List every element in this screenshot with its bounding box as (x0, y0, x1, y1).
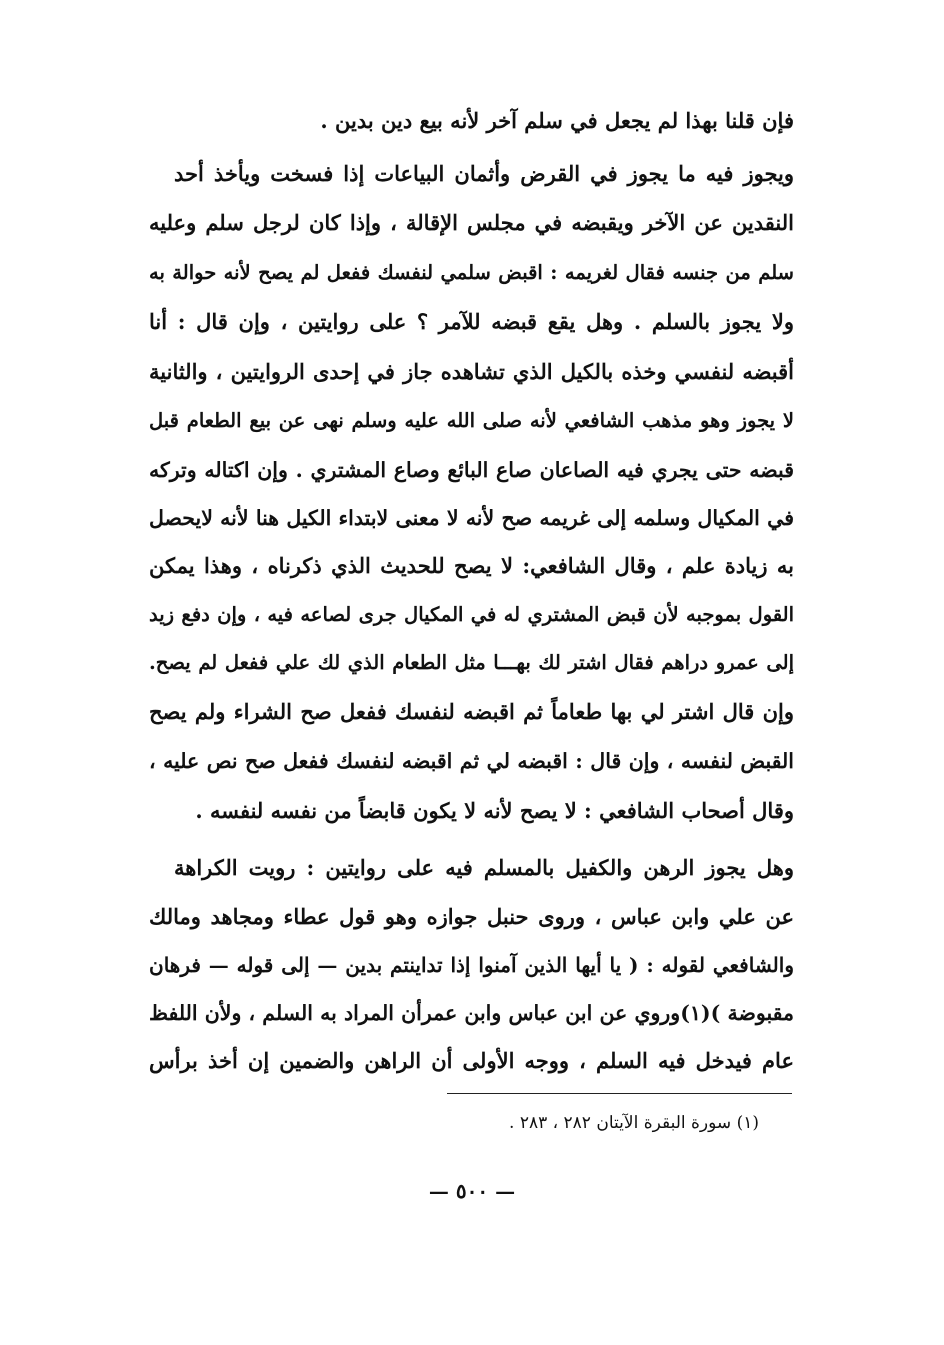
page-number: — ٥٠٠ — (428, 1179, 516, 1203)
text-line: وهل يجوز الرهن والكفيل بالمسلم فيه على روايتين : رويت الكراهة (174, 855, 794, 880)
text-line: وقال أصحاب الشافعي : لا يصح لأنه لا يكون قابضاً من نفسه لنفسه . (195, 798, 794, 823)
text-line: وإن قال اشتر لي بها طعاماً ثم اقبضه لنفسك ففعل صح الشراء ولم يصح (149, 699, 794, 724)
text-line: القبض لنفسه ، وإن قال : اقبضه لي ثم اقبضه لنفسك ففعل صح نص عليه ، (149, 749, 794, 773)
text-line: به زيادة علم ، وقال الشافعي: لا يصح للحديث الذي ذكرناه ، وهذا يمكن (149, 553, 794, 578)
text-line: لا يجوز وهو مذهب الشافعي لأنه صلى الله عليه وسلم نهى عن بيع الطعام قبل (149, 409, 794, 432)
text-line: فإن قلنا بهذا لم يجعل في سلم آخر لأنه بيع دين بدين . (320, 108, 794, 133)
text-line: عام فيدخل فيه السلم ، ووجه الأولى أن الراهن والضمين إن أخذ برأس (149, 1048, 794, 1073)
text-line: قبضه حتى يجري فيه الصاعان صاع البائع وصاع المشتري . وإن اكتاله وتركه (149, 458, 794, 482)
text-line: والشافعي لقوله : ( يا أيها الذين آمنوا إذا تداينتم بدين — إلى قوله — فرهان (149, 953, 794, 977)
text-line: أقبضه لنفسي وخذه بالكيل الذي تشاهده جاز في إحدى الروايتين ، والثانية (149, 359, 794, 384)
text-line: القول بموجبه لأن قبض المشتري له في المكيال جرى لصاعه فيه ، وإن دفع زيد (149, 603, 794, 626)
text-line: ولا يجوز بالسلم . وهل يقع قبضه للآمر ؟ على روايتين ، وإن قال : أنا (149, 309, 794, 334)
text-line: مقبوضة )(١)وروي عن ابن عباس وابن عمرأن المراد به السلم ، ولأن اللفظ (149, 1001, 795, 1025)
text-line: ويجوز فيه ما يجوز في القرض وأثمان البياعات إذا فسخت ويأخذ أحد (174, 161, 794, 186)
text-line: عن علي وابن عباس ، وروى حنبل جوازه وهو قول عطاء ومجاهد ومالك (149, 904, 794, 929)
text-line: إلى عمرو دراهم فقال اشتر لك بهـــا مثل الطعام الذي لك علي ففعل لم يصح. (149, 651, 794, 674)
footnote-separator (447, 1093, 792, 1094)
footnote: (١) سورة البقرة الآيتان ٢٨٢ ، ٢٨٣ . (509, 1113, 759, 1133)
text-line: النقدين عن الآخر ويقبضه في مجلس الإقالة ، وإذا كان لرجل سلم وعليه (149, 210, 794, 235)
text-line: في المكيال وسلمه إلى غريمه صح لأنه لا معنى لابتداء الكيل هنا لأنه لايحصل (149, 506, 794, 530)
text-line: سلم من جنسه فقال لغريمه : اقبض سلمي لنفسك ففعل لم يصح لأنه حوالة به (149, 261, 794, 284)
